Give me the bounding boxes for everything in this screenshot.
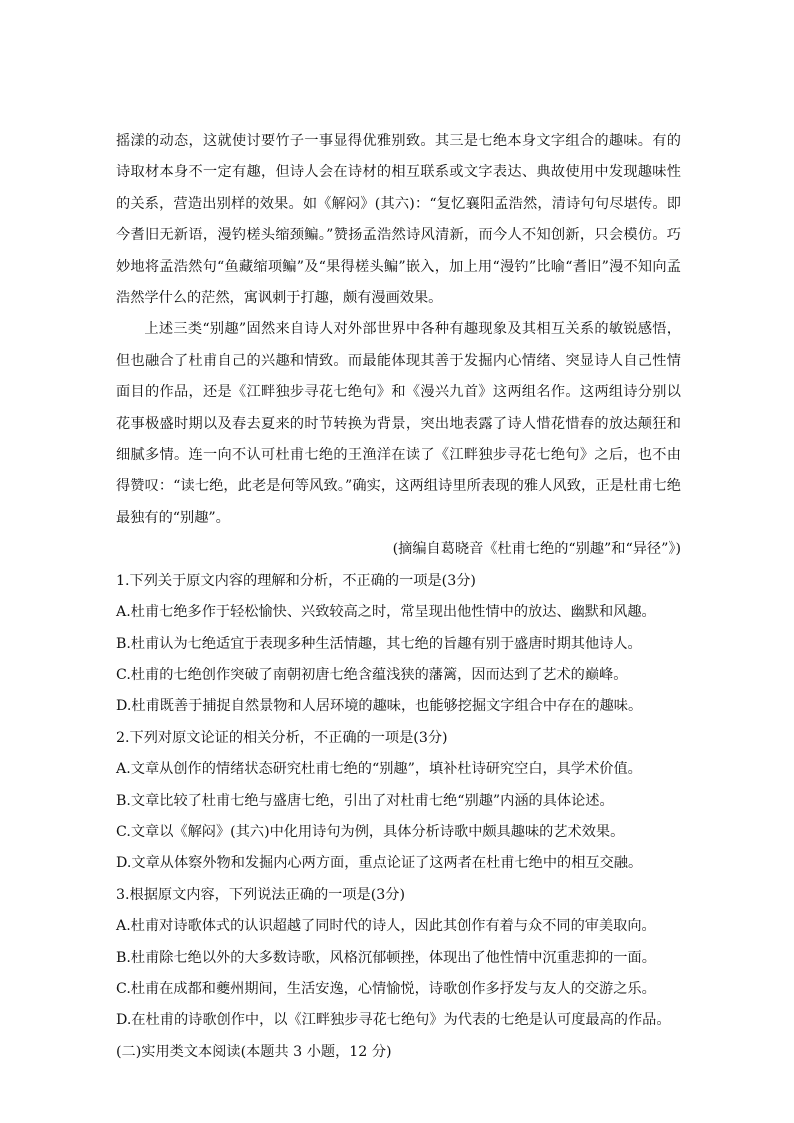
question-1 bbox=[116, 566, 681, 723]
article-paragraph-1: 摇漾的动态，这就使讨要竹子一事显得优雅别致。其三是七绝本身文字组合的趣味。有的诗取材本身不一定有趣，但诗人会在诗材的相互联系或文字表达、典故使用中发现趣味性的关系，营造出别样的效果。如《解闷》(其六)：“复忆襄阳孟浩然，清诗句句尽堪传。即今耆旧无新语，漫钓槎头缩颈鳊。”赞扬孟浩然诗风清新，而今人不知创新，只会模仿。巧妙地将孟浩然句“鱼藏缩项鳊”及“果得槎头鳊”嵌入，加上用“漫钓”比喻“耆旧”漫不知向孟浩然学什么的茫然，寓讽刺于打趣，颇有漫画效果。 bbox=[116, 133, 681, 307]
document-page bbox=[116, 126, 681, 1068]
article-source: (摘编自葛晓音《杜甫七绝的“别趣”和“异径”》) bbox=[392, 541, 681, 558]
option-a: A.文章从创作的情绪状态研究杜甫七绝的“别趣”，填补杜诗研究空白，具学术价值。 bbox=[116, 761, 642, 778]
question-stem: 2.下列对原文论证的相关分析，不正确的一项是(3分) bbox=[116, 729, 448, 746]
option-b: B.杜甫认为七绝适宜于表现多种生活情趣，其七绝的旨趣有别于盛唐时期其他诗人。 bbox=[116, 635, 642, 652]
option-c: C.杜甫在成都和夔州期间，生活安逸，心情愉悦，诗歌创作多抒发与友人的交游之乐。 bbox=[116, 980, 656, 997]
section-heading: (二)实用类文本阅读(本题共 3 小题，12 分) bbox=[116, 1043, 392, 1060]
option-a: A.杜甫对诗歌体式的认识超越了同时代的诗人，因此其创作有着与众不同的审美取向。 bbox=[116, 918, 656, 935]
question-2 bbox=[116, 723, 681, 880]
option-c: C.文章以《解闷》(其六)中化用诗句为例，具体分析诗歌中颇具趣味的艺术效果。 bbox=[116, 823, 625, 840]
article-paragraph-2: 上述三类“别趣”固然来自诗人对外部世界中各种有趣现象及其相互关系的敏锐感悟，但也融合了杜甫自己的兴趣和情致。而最能体现其善于发掘内心情绪、突显诗人自己性情面目的作品，还是《江畔独步寻花七绝句》和《漫兴九首》这两组名作。这两组诗分别以花事极盛时期以及春去夏来的时节转换为背景，突出地表露了诗人惜花惜春的放达颠狂和细腻多情。连一向不认可杜甫七绝的王渔洋在读了《江畔独步寻花七绝句》之后，也不由得赞叹：“读七绝，此老是何等风致。”确实，这两组诗里所表现的雅人风致，正是杜甫七绝最独有的“别趣”。 bbox=[116, 321, 681, 526]
option-d: D.在杜甫的诗歌创作中，以《江畔独步寻花七绝句》为代表的七绝是认可度最高的作品。 bbox=[116, 1012, 671, 1029]
option-a: A.杜甫七绝多作于轻松愉快、兴致较高之时，常呈现出他性情中的放达、幽默和风趣。 bbox=[116, 604, 656, 621]
question-stem: 3.根据原文内容，下列说法正确的一项是(3分) bbox=[116, 886, 406, 903]
option-b: B.杜甫除七绝以外的大多数诗歌，风格沉郁顿挫，体现出了他性情中沉重悲抑的一面。 bbox=[116, 949, 656, 966]
question-3 bbox=[116, 880, 681, 1037]
option-d: D.杜甫既善于捕捉自然景物和人居环境的趣味，也能够挖掘文字组合中存在的趣味。 bbox=[116, 698, 643, 715]
option-b: B.文章比较了杜甫七绝与盛唐七绝，引出了对杜甫七绝“别趣”内涵的具体论述。 bbox=[116, 792, 614, 809]
option-c: C.杜甫的七绝创作突破了南朝初唐七绝含蕴浅狭的藩篱，因而达到了艺术的巅峰。 bbox=[116, 666, 628, 683]
question-stem: 1.下列关于原文内容的理解和分析，不正确的一项是(3分) bbox=[116, 572, 476, 589]
option-d: D.文章从体察外物和发掘内心两方面，重点论证了这两者在杜甫七绝中的相互交融。 bbox=[116, 855, 643, 872]
